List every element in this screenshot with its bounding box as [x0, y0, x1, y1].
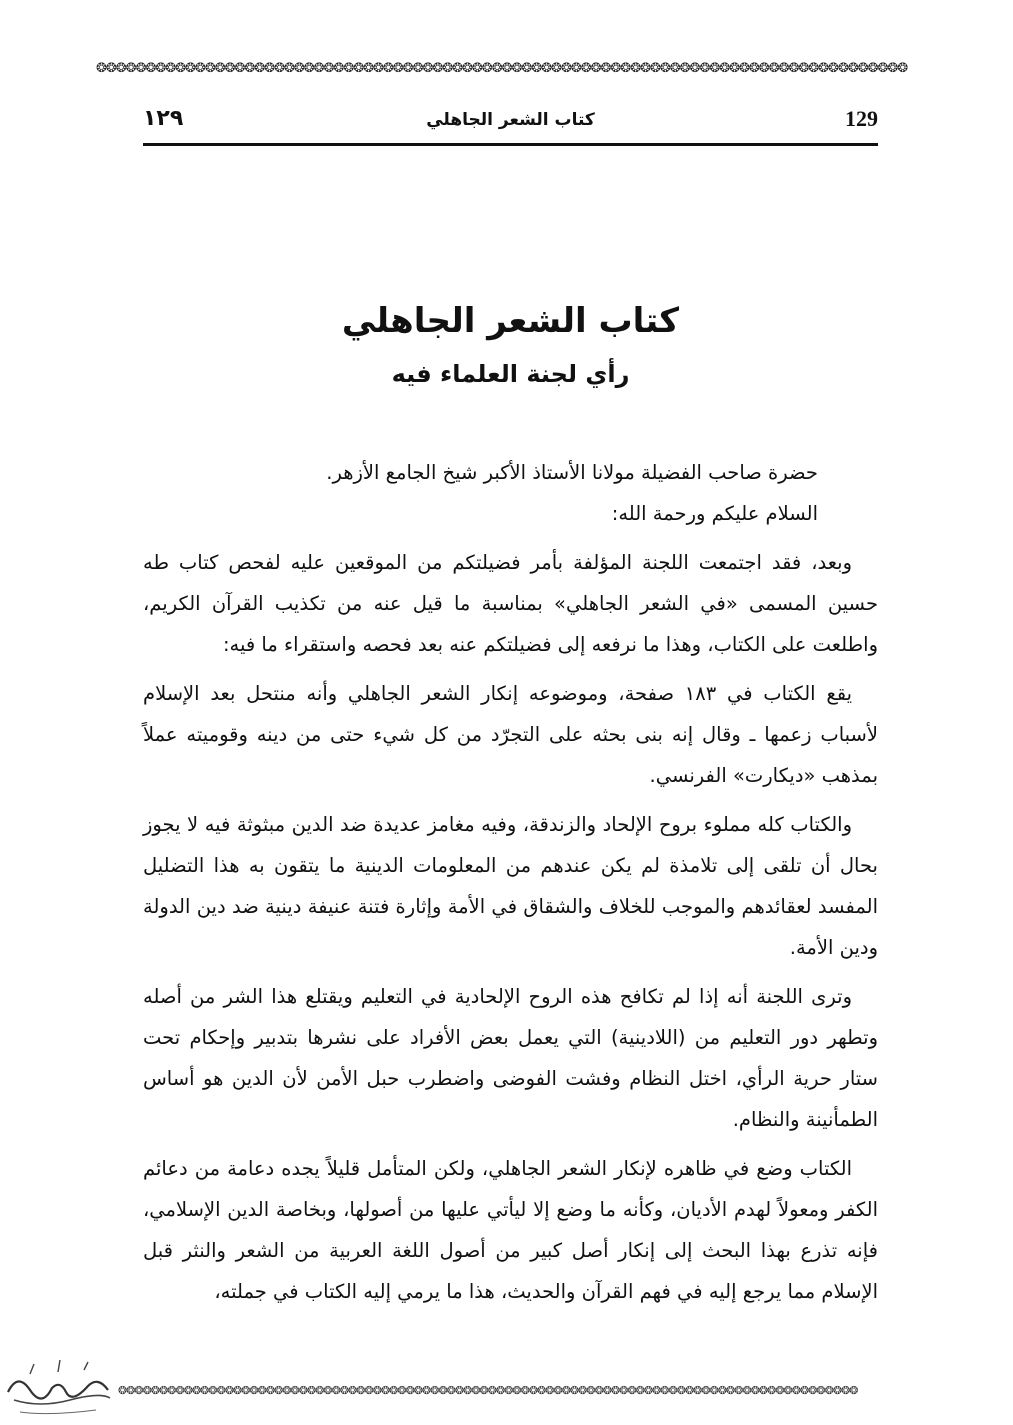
paragraph: وترى اللجنة أنه إذا لم تكافح هذه الروح الإلحادية في التعليم ويقتلع هذا الشر من أصله وتطهر دور التعليم من (اللادينية) التي يعمل بعض الأفراد على نشرها بتدبير وإحكام تحت ستار حرية الرأي، اختل النظام وفشت الفوضى واضطرب حبل الأمن لأن الدين هو أساس الطمأنينة والنظام. [143, 985, 878, 1131]
watermark-logo [0, 1352, 118, 1422]
salutation-line-1: حضرة صاحب الفضيلة مولانا الأستاذ الأكبر شيخ الجامع الأزهر. [326, 461, 818, 484]
top-border-ornament: ❂❂❂❂❂❂❂❂❂❂❂❂❂❂❂❂❂❂❂❂❂❂❂❂❂❂❂❂❂❂❂❂❂❂❂❂❂❂❂❂❂❂❂❂❂❂❂❂❂❂❂❂❂❂❂❂❂❂❂❂❂❂❂❂❂❂❂❂❂❂❂❂❂❂❂❂❂❂❂❂❂❂ [96, 61, 908, 76]
header-rule [143, 143, 878, 146]
paragraph: الكتاب وضع في ظاهره لإنكار الشعر الجاهلي، ولكن المتأمل قليلاً يجده دعامة من دعائم الكفر ومعولاً لهدم الأديان، وكأنه ما وضع إلا ليأتي عليها من أصولها، وبخاصة الدين الإسلامي، فإنه تذرع بهذا البحث إلى إنكار أصل كبير من أصول اللغة العربية من الشعر والنثر قبل الإسلام مما يرجع إليه في فهم القرآن والحديث، هذا ما يرمي إليه الكتاب في جملته، [143, 1157, 878, 1303]
bottom-border-ornament: ❂❂❂❂❂❂❂❂❂❂❂❂❂❂❂❂❂❂❂❂❂❂❂❂❂❂❂❂❂❂❂❂❂❂❂❂❂❂❂❂❂❂❂❂❂❂❂❂❂❂❂❂❂❂❂❂❂❂❂❂❂❂❂❂❂❂❂❂❂❂❂❂❂❂❂❂❂❂❂❂❂❂❂❂❂❂❂❂❂❂ [118, 1384, 858, 1397]
page-header [143, 102, 878, 138]
body-text [143, 452, 878, 1320]
page-number-arabic: ١٢٩ [143, 106, 184, 131]
paragraph: والكتاب كله مملوء بروح الإلحاد والزندقة، وفيه مغامز عديدة ضد الدين مبثوثة فيه لا يجوز بحال أن تلقى إلى تلامذة لم يكن عندهم من المعلومات الدينية ما يتقون به هذا التضليل المفسد لعقائدهم والموجب للخلاف والشقاق في الأمة وإثارة فتنة عنيفة دينية ضد دين الدولة ودين الأمة. [143, 813, 878, 959]
salutation-line-2: السلام عليكم ورحمة الله: [611, 502, 818, 525]
paragraph: وبعد، فقد اجتمعت اللجنة المؤلفة بأمر فضيلتكم من الموقعين عليه لفحص كتاب طه حسين المسمى «في الشعر الجاهلي» بمناسبة ما قيل عنه من تكذيب القرآن الكريم، واطلعت على الكتاب، وهذا ما نرفعه إلى فضيلتكم عنه بعد فحصه واستقراء ما فيه: [143, 551, 878, 656]
page-number-latin: 129 [845, 106, 878, 131]
paragraph: يقع الكتاب في ١٨٣ صفحة، وموضوعه إنكار الشعر الجاهلي وأنه منتحل بعد الإسلام لأسباب زعمها ـ وقال إنه بنى بحثه على التجرّد من كل شيء حتى من دينه وقوميته عملاً بمذهب «ديكارت» الفرنسي. [143, 682, 878, 787]
running-title: كتاب الشعر الجاهلي [426, 110, 595, 130]
chapter-subtitle: رأي لجنة العلماء فيه [391, 360, 630, 388]
chapter-title: كتاب الشعر الجاهلي [341, 301, 680, 341]
